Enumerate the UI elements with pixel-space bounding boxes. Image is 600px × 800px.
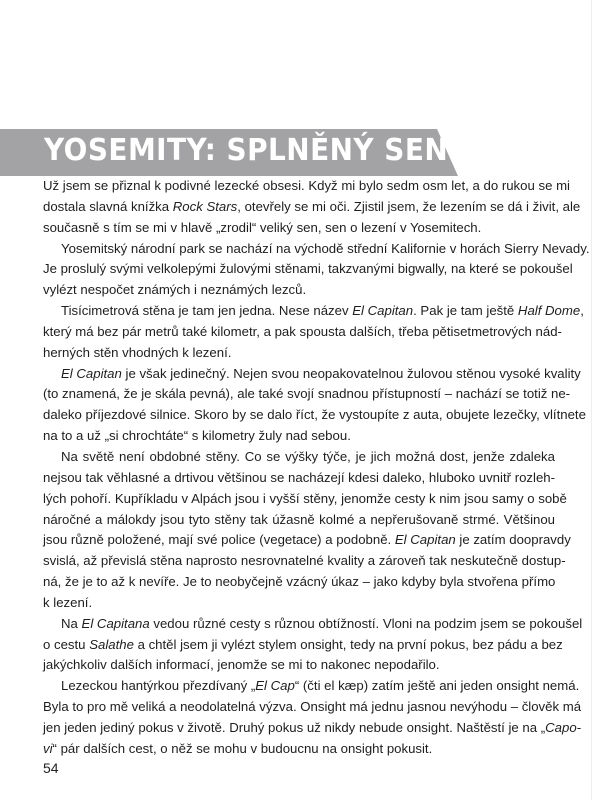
text-line [43,322,562,343]
italic-text: El Capitan [352,303,414,319]
text-line [43,489,567,510]
italic-text: Salathe [89,636,134,652]
text-segment: na to a už „si chrochtáte“ s kilometry žuly nad sebou. [43,428,351,444]
italic-text: Rock Stars [172,198,238,214]
body-text [43,176,590,760]
text-segment: daleko příjezdové silnice. Skoro by se dalo říct, že vystoupíte z auta, obujete lezečky, vlítnete [43,407,586,423]
text-segment: Už jsem se přiznal k podivné lezecké obsesi. Když mi bylo sedm osm let, a do rukou se mi [43,178,570,193]
text-line [43,239,590,260]
chapter-title: YOSEMITY: SPLNĚNÝ SEN [44,133,449,168]
text-line [43,510,555,531]
text-line [43,530,571,551]
text-line [43,218,555,239]
text-segment: je však jedinečný. Nejen svou neopakovatelnou žulovou stěnou vysoké kvality [121,365,581,381]
text-line [43,197,581,218]
text-segment: svislá, až převislá stěna naprosto nesrovnatelné kvality a zároveň tak neskutečně dostup- [43,553,566,569]
text-segment: jsou různě položené, mají své police (vegetace) a podobně. [43,532,395,548]
page-edge [591,0,592,800]
text-segment: (to znamená, že je skála pevná), ale také svojí snadnou přístupností – nachází se totiž ne- [43,386,571,402]
text-line [43,655,555,676]
text-line [43,447,555,468]
text-segment: dostala slavná knížka [43,198,173,214]
text-line [43,614,583,635]
text-segment: Lezeckou hantýrkou přezdívaný „ [61,678,256,694]
text-line [43,697,582,718]
text-segment: Je proslulý svými velkolepými žulovými stěnami, takzvanými bigwally, na které se pokoušel [43,261,573,277]
text-segment: Tisícimetrová stěna je tam jen jedna. Nese název [61,303,353,319]
text-segment: lých pohoří. Kupříkladu v Alpách jsou i vyšší stěny, jenomže cesty k nim jsou samy o sobě [43,490,567,506]
text-segment: jen jeden jediný pokus v životě. Druhý pokus už nikdy nebude onsight. Naštěstí je na „ [43,719,546,735]
text-segment: o cestu [43,636,90,652]
text-segment: vedou různé cesty s různou obtížností. Vloni na podzim jsem se pokoušel [149,615,583,631]
text-line [43,343,555,364]
italic-text: Capo- [545,719,582,735]
italic-text: El Capitan [61,365,122,381]
text-line [43,468,555,489]
text-segment: Na světě není obdobné stěny. Co se výšky týče, je jich možná dost, jenže zdaleka [61,448,555,464]
text-segment: ná, že je to až k nevíře. Je to neobyčejně vzácný úkaz – jako kdyby byla stvořena přímo [43,574,556,590]
text-segment: současně s tím se mi v hlavě „zrodil“ veliký sen, sen o lezení v Yosemitech. [43,219,482,235]
text-line [43,426,555,447]
text-line [43,384,571,405]
text-line [43,301,584,322]
text-segment: jakýchkoliv dalších informací, jenomže se mi to nakonec nepodařilo. [43,657,440,673]
page-number: 54 [43,760,59,776]
italic-text: El Cap [255,678,295,694]
text-segment: a chtěl jsem ji vylézt stylem onsight, tedy na první pokus, bez pádu a bez [133,636,563,652]
text-segment: “ (čti el kæp) zatím ještě ani jeden onsight nemá. [294,678,580,694]
text-segment: nejsou tak věhlasné a drtivou většinou se nacházejí kdesi daleko, hluboko uvnitř rozleh- [43,469,555,485]
text-segment: k lezení. [43,594,93,610]
text-line [43,718,582,739]
text-line [43,739,555,760]
text-segment: je zatím doopravdy [455,532,571,548]
text-segment: “ pár dalších cest, o něž se mohu v budoucnu na onsight pokusit. [52,740,433,756]
italic-text: El Capitana [81,615,150,631]
text-segment: náročné a málokdy jsou tyto stěny tak úžasně kolmé a nepřerušovaně strmé. Většinou [43,511,555,527]
italic-text: vi [43,740,53,756]
text-segment: . Pak je tam ještě [413,303,518,319]
text-segment: Na [61,615,82,631]
italic-text: Half Dome [517,303,581,319]
text-segment: , otevřely se mi oči. Zjistil jsem, že lezením se dá i živit, ale [237,198,581,214]
text-segment: Yosemitský národní park se nachází na východě střední Kalifornie v horách Sierry Nevady. [61,240,590,256]
text-segment: , [580,303,584,319]
italic-text: El Capitan [394,532,456,548]
text-line [43,259,573,280]
text-line [43,364,581,385]
text-line [43,280,555,301]
text-line [43,635,563,656]
text-line [43,593,555,614]
text-line [43,572,555,593]
text-line [43,551,566,572]
text-line [43,405,586,426]
text-segment: který má bez pár metrů také kilometr, a pak spousta dalších, třeba pětisetmetrových nád- [43,323,562,339]
text-segment: vylézt nespočet známých i neznámých lezců. [43,282,307,298]
text-line [43,176,570,197]
text-segment: herných stěn vhodných k lezení. [43,344,232,360]
text-line [43,676,580,697]
text-segment: Byla to pro mě veliká a neodolatelná výzva. Onsight má jednu jasnou nevýhodu – člověk má [43,699,582,715]
